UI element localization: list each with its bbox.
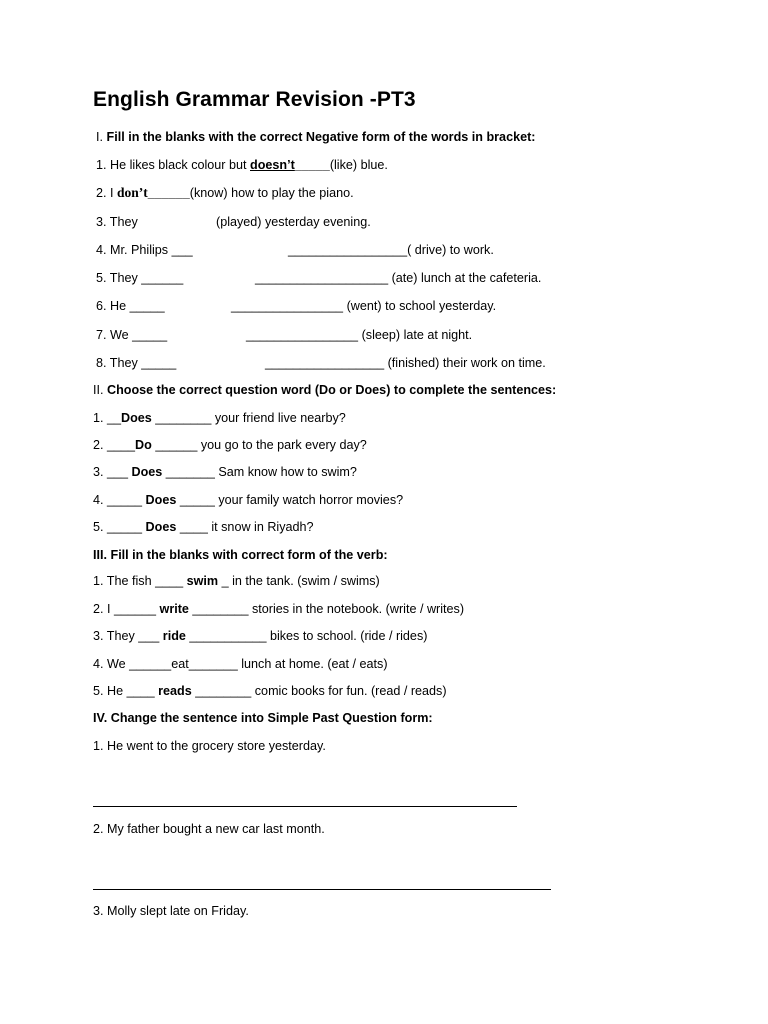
section-1-heading bbox=[96, 129, 535, 145]
s1-item-8-hint: (finished) their work on time. bbox=[384, 356, 546, 370]
s3-item-4-text: 4. We ______ bbox=[93, 657, 172, 671]
s1-item-6-text: 6. He _____ bbox=[96, 299, 165, 313]
s1-item-4-rest bbox=[288, 242, 494, 258]
s3-item-4-rest: _______ lunch at home. (eat / eats) bbox=[188, 657, 388, 671]
s3-item-2-rest: ________ stories in the notebook. (write / writes) bbox=[188, 602, 465, 616]
s2-item-1 bbox=[93, 410, 346, 426]
s1-item-1-hint: (like) blue. bbox=[329, 158, 388, 172]
s1-item-7-rest bbox=[246, 327, 472, 343]
section-2-number: II. bbox=[93, 383, 104, 397]
s2-item-3 bbox=[93, 464, 357, 480]
s2-item-4 bbox=[93, 492, 403, 508]
s3-item-2-answer: write bbox=[159, 602, 189, 616]
s1-item-4-blank: _________________ bbox=[288, 243, 408, 257]
s2-item-3-answer: Does bbox=[131, 465, 163, 479]
s1-item-2-answer: don’t bbox=[117, 185, 148, 200]
s2-item-5-text: 5. _____ bbox=[93, 520, 146, 534]
s1-item-7-hint: (sleep) late at night. bbox=[358, 328, 473, 342]
s2-item-2 bbox=[93, 437, 367, 453]
section-4-heading: IV. Change the sentence into Simple Past Question form: bbox=[93, 711, 433, 725]
s1-item-7-text: 7. We _____ bbox=[96, 328, 168, 342]
s3-item-2-text: 2. I ______ bbox=[93, 602, 160, 616]
s3-item-1-answer: swim bbox=[186, 574, 219, 588]
page-title: English Grammar Revision -PT3 bbox=[93, 88, 416, 111]
s2-item-3-rest: _______ Sam know how to swim? bbox=[162, 465, 357, 479]
s2-item-5-answer: Does bbox=[145, 520, 177, 534]
s1-item-1-answer: doesn’t bbox=[250, 158, 295, 172]
s4-item-2: 2. My father bought a new car last month. bbox=[93, 822, 325, 836]
s1-item-5-text: 5. They ______ bbox=[96, 271, 184, 285]
s3-item-1 bbox=[93, 573, 380, 589]
s3-item-1-text: 1. The fish ____ bbox=[93, 574, 187, 588]
s1-item-3-text: 3. They bbox=[96, 215, 138, 229]
s1-item-6-hint: (went) to school yesterday. bbox=[343, 299, 497, 313]
s1-item-5-hint: (ate) lunch at the cafeteria. bbox=[388, 271, 542, 285]
s1-item-2-blank: ______ bbox=[147, 186, 190, 200]
s2-item-4-text: 4. _____ bbox=[93, 493, 146, 507]
s1-item-2-text: 2. I bbox=[96, 186, 117, 200]
s1-item-3 bbox=[96, 214, 138, 230]
s1-item-3-hint: (played) yesterday evening. bbox=[216, 215, 371, 229]
section-3-heading: III. Fill in the blanks with correct form of the verb: bbox=[93, 548, 388, 562]
s1-item-1-text: 1. He likes black colour but bbox=[96, 158, 250, 172]
section-2-heading-text: Choose the correct question word (Do or Does) to complete the sentences: bbox=[107, 383, 557, 397]
s1-item-8-blank: _________________ bbox=[265, 356, 385, 370]
s3-item-3 bbox=[93, 628, 427, 644]
s1-item-7-blank: ________________ bbox=[246, 328, 359, 342]
s4-answer-line-2 bbox=[93, 889, 551, 890]
s2-item-2-rest: ______ you go to the park every day? bbox=[151, 438, 367, 452]
s1-item-1 bbox=[96, 157, 388, 173]
s3-item-3-answer: ride bbox=[162, 629, 186, 643]
s4-item-3: 3. Molly slept late on Friday. bbox=[93, 904, 249, 918]
s3-item-5-rest: ________ comic books for fun. (read / reads) bbox=[191, 684, 447, 698]
s2-item-5-rest: ____ it snow in Riyadh? bbox=[176, 520, 314, 534]
s2-item-4-answer: Does bbox=[145, 493, 177, 507]
s1-item-8-text: 8. They _____ bbox=[96, 356, 177, 370]
s3-item-3-text: 3. They ___ bbox=[93, 629, 163, 643]
s1-item-4-hint: ( drive) to work. bbox=[407, 243, 494, 257]
s3-item-2 bbox=[93, 601, 464, 617]
s1-item-4-text: 4. Mr. Philips ___ bbox=[96, 243, 193, 257]
s3-item-4-answer: eat bbox=[171, 657, 189, 671]
s2-item-2-answer: Do bbox=[135, 438, 152, 452]
s1-item-2-hint: (know) how to play the piano. bbox=[189, 186, 354, 200]
s2-item-4-rest: _____ your family watch horror movies? bbox=[176, 493, 404, 507]
section-2-heading bbox=[93, 382, 556, 398]
s2-item-3-text: 3. ___ bbox=[93, 465, 132, 479]
s3-item-5-answer: reads bbox=[158, 684, 192, 698]
s3-item-5-text: 5. He ____ bbox=[93, 684, 159, 698]
s1-item-6-rest bbox=[231, 298, 496, 314]
s3-item-4 bbox=[93, 656, 388, 672]
s4-item-1: 1. He went to the grocery store yesterday. bbox=[93, 739, 326, 753]
s1-item-5-rest bbox=[255, 270, 541, 286]
s2-item-2-text: 2. ____ bbox=[93, 438, 136, 452]
s1-item-2 bbox=[96, 185, 354, 201]
s2-item-1-rest: ________ your friend live nearby? bbox=[151, 411, 346, 425]
s3-item-1-rest: _ in the tank. (swim / swims) bbox=[218, 574, 380, 588]
s1-item-6-blank: ________________ bbox=[231, 299, 344, 313]
s1-item-5-blank: ___________________ bbox=[255, 271, 389, 285]
section-1-number: I. bbox=[96, 130, 103, 144]
s4-answer-line-1 bbox=[93, 806, 517, 807]
section-1-heading-text: Fill in the blanks with the correct Negative form of the words in bracket: bbox=[106, 130, 536, 144]
s3-item-5 bbox=[93, 683, 447, 699]
s2-item-5 bbox=[93, 519, 314, 535]
s2-item-1-text: 1. __ bbox=[93, 411, 122, 425]
s2-item-1-answer: Does bbox=[121, 411, 152, 425]
s1-item-1-blank: _____ bbox=[294, 158, 330, 172]
s3-item-3-rest: ___________ bikes to school. (ride / rides) bbox=[185, 629, 428, 643]
s1-item-8-rest bbox=[265, 355, 546, 371]
